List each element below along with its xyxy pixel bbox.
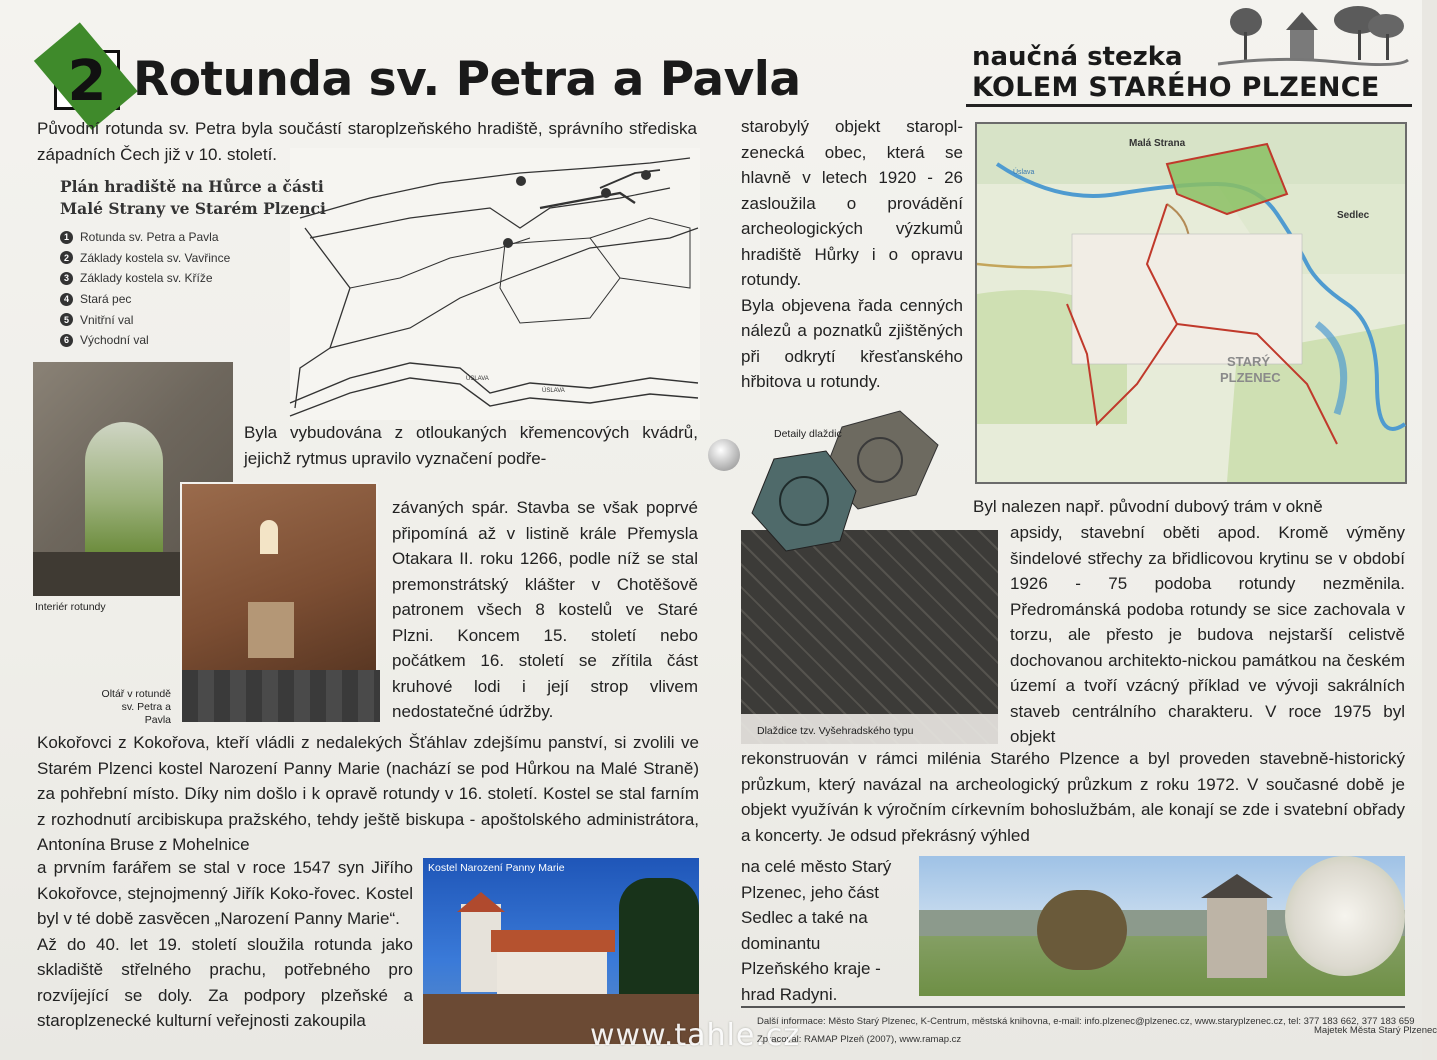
- plan-marker-6: [641, 170, 651, 180]
- rotunda-building: [1207, 894, 1267, 978]
- map-label-river: Úslava: [1013, 169, 1035, 176]
- paragraph-construction-a: Byla vybudována z otloukaných křemencových kvádrů, jejichž rytmus upravilo vyznačení podře-: [244, 423, 698, 468]
- tiles-caption: Dlaždice tzv. Vyšehradského typu: [757, 725, 914, 737]
- plan-marker-3: [601, 188, 611, 198]
- paragraph-finds-a: Byl nalezen např. původní dubový trám v okně: [973, 497, 1323, 516]
- church-caption: Kostel Narození Panny Marie: [428, 862, 565, 874]
- paragraph-reconstruction: rekonstruován v rámci milénia Starého Plzence a byl proveden stavebně-historický průzkum, který navázal na archeologický průzkum z roku 1972. V současné době je objekt využíván k výročním církevním bohoslužbám, ale konají se zde i svatební obřady a koncerty. Je odsud překrásný výhled: [741, 749, 1405, 845]
- plan-marker-1: [503, 238, 513, 248]
- footer-owner: Majetek Města Starý Plzenec: [1314, 1025, 1437, 1036]
- trail-label: naučná stezka: [972, 42, 1183, 72]
- paragraph-construction-b: závaných spár. Stavba se však poprvé připomíná až v listině krále Přemysla Otakara II. roku 1266, podle níž se stal premonstrátský klášter v Chotěšově patronem všech 8 kostelů ve Staré Plzni. Koncem 15. století nebo počátkem 16. století se zřítila část kruhové lodi i její strop vlivem nedostatečné údržby.: [392, 498, 698, 721]
- paragraph-kokorovci: Kokořovci z Kokořova, kteří vládli z nedalekých Šťáhlav zdejšímu panství, si zvolili ve Starém Plzenci kostel Narození Panny Marie (nachází se pod Hůrkou na Malé Straně) za pohřební místo. Díky nim došlo i k opravě rotundy v 16. století. Kostel se stal farním z rozhodnutí arcibiskupa pražského, tehdy ještě biskupa - apoštolského administrátora, Antonína Bruse z Mohelnice: [37, 733, 699, 854]
- window-opening: [85, 422, 163, 552]
- municipality-text: starobylý objekt staropl-zenecká obec, která se hlavně v letech 1920 - 26 zasloužila o provádění archeologických výzkumů hradiště Hůrky i o opravu rotundy.: [741, 117, 963, 289]
- church-photo: [423, 858, 699, 1044]
- gunpowder-text: Až do 40. let 19. století sloužila rotunda jako skladiště střelného prachu, potřebného pro rozvíjející se doly. Za podpory plzeňské a staroplzenecké kulturní veřejnosti zakoupila: [37, 934, 413, 1030]
- legend-item: 3 Základy kostela sv. Kříže: [60, 268, 230, 289]
- panorama-photo: [919, 856, 1405, 996]
- legend-item: 1 Rotunda sv. Petra a Pavla: [60, 227, 230, 248]
- plan-title-line2: Malé Strany ve Starém Plzenci: [60, 199, 326, 218]
- trees-rotunda-logo-icon: [1218, 4, 1408, 72]
- stop-number-badge: [54, 49, 120, 114]
- footer-credits: Zpracoval: RAMAP Plzeň (2007), www.ramap.cz: [757, 1034, 962, 1045]
- interior-caption: Interiér rotundy: [35, 601, 106, 613]
- trail-map: [975, 122, 1407, 484]
- page-title: Rotunda sv. Petra a Pavla: [133, 52, 801, 107]
- plan-marker-5: [516, 176, 526, 186]
- legend-item: 2 Základy kostela sv. Vavřince: [60, 248, 230, 269]
- map-label-mala-strana: Malá Strana: [1129, 138, 1186, 149]
- tiles-detail-caption: Detaily dlaždic: [774, 428, 842, 440]
- altar-table: [248, 602, 294, 658]
- legend-item: 4 Stará pec: [60, 289, 230, 310]
- river-label-2: ÚSLAVA: [542, 388, 565, 394]
- legend-item: 6 Východní val: [60, 330, 230, 351]
- trail-header: [966, 40, 1412, 106]
- altar-caption: Oltář v rotundě sv. Petra a Pavla: [101, 688, 171, 726]
- map-label-stary: STARÝ: [1227, 354, 1271, 369]
- stop-number: 2: [67, 49, 107, 114]
- plan-legend: [60, 227, 230, 351]
- tile-detail-hexagons: [740, 405, 955, 555]
- first-priest-text: a prvním farářem se stal v roce 1547 syn Jiřího Kokořovce, stejnojmenný Jiřík Koko-řovec. Kostel byl v té době zasvěcen „Narození Panny Marie“.: [37, 858, 413, 928]
- finds-text: Byla objevena řada cenných nálezů a poznatků zjištěných při odkrytí křesťanského hřbitova u rotundy.: [741, 295, 963, 391]
- altar-window: [260, 520, 278, 554]
- tiles-photo: [741, 530, 998, 744]
- plan-title-line1: Plán hradiště na Hůrce a části: [60, 177, 324, 196]
- paragraph-first-priest: [37, 855, 413, 1034]
- paragraph-municipality: [741, 114, 963, 395]
- footer-divider: [741, 1006, 1405, 1008]
- paragraph-view: na celé město Starý Plzenec, jeho část Sedlec a také na dominantu Plzeňského kraje - hrad Radyni.: [741, 857, 892, 1004]
- paragraph-finds-b: apsidy, stavební oběti apod. Kromě výměny šindelové střechy za břidlicovou krytinu se v období 1926 - 75 podoba rotundy nezměnila. Předrománská podoba rotundy se sice zachovala v torzu, ale přesto je budova nejstarší celistvě dochovanou architekto-nickou památkou na českém území a tvoří vzácný příklad ve vývoji sakrálních staveb centrálního charakteru. V roce 1975 byl objekt: [1010, 523, 1405, 746]
- altar-photo: [180, 482, 378, 720]
- board-rivet: [708, 439, 740, 471]
- plan-title: [60, 176, 326, 220]
- map-label-sedlec: Sedlec: [1337, 210, 1370, 221]
- footer-contact: Další informace: Město Starý Plzenec, K-Centrum, městská knihovna, e-mail: info.plzenec@plzenec.cz, www.staryplzenec.cz, tel: 377 183 662, 377 183 659: [757, 1016, 1415, 1027]
- intro-paragraph: Původní rotunda sv. Petra byla součástí staroplzeňského hradiště, správního střediska západních Čech již v 10. století.: [37, 119, 697, 164]
- hillfort-plan-map: [290, 148, 700, 420]
- legend-item: 5 Vnitřní val: [60, 309, 230, 330]
- trail-map-svg: [977, 124, 1405, 482]
- trail-name: KOLEM STARÉHO PLZENCE: [972, 72, 1380, 103]
- river-label-1: ÚSLAVA: [466, 376, 489, 382]
- watermark: www.tahle.cz: [590, 1018, 801, 1053]
- map-label-plzenec: PLZENEC: [1220, 370, 1281, 385]
- header-divider: [966, 104, 1412, 107]
